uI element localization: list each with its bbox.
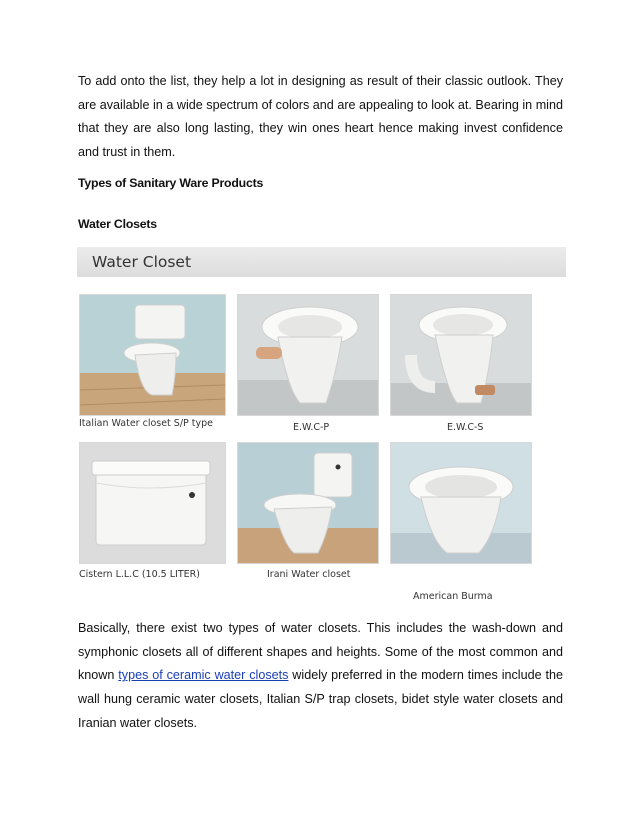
italian-closet-photo (79, 294, 226, 416)
caption-irani: Irani Water closet (267, 569, 351, 580)
caption-american: American Burma (413, 591, 493, 602)
ceramic-water-closets-link[interactable]: types of ceramic water closets (118, 668, 289, 683)
irani-closet-photo (237, 442, 379, 564)
caption-ewc-s: E.W.C-S (447, 422, 484, 433)
water-closet-figure (77, 247, 566, 604)
ewc-p-photo (237, 294, 379, 416)
cistern-photo (79, 442, 226, 564)
ewc-s-photo (390, 294, 532, 416)
figure-banner (77, 247, 566, 277)
figure-banner-title: Water Closet (92, 253, 192, 271)
intro-paragraph: To add onto the list, they help a lot in designing as result of their classic outlook. They are available in a wide spectrum of colors and are appealing to look at. Bearing in mind that they are also long lasting, they win ones heart hence making invest confidence and trust in them. (78, 74, 563, 160)
subsection-heading-water-closets: Water Closets (78, 217, 157, 231)
section-heading-types: Types of Sanitary Ware Products (78, 176, 264, 190)
closet-types-paragraph (78, 617, 563, 736)
caption-ewc-p: E.W.C-P (293, 422, 330, 433)
caption-italian: Italian Water closet S/P type (79, 418, 214, 429)
american-burma-photo (390, 442, 532, 564)
paragraph2-text-before-link: Basically, there exist two types of water closets. This includes the wash-down and symphonic closets all of different shapes and heights. Some of the most common and known (78, 621, 563, 683)
paragraph2-text-after-link: widely preferred in the modern times include the wall hung ceramic water closets, Italian S/P trap closets, bidet style water closets and Iranian water closets. (78, 668, 563, 730)
caption-cistern: Cistern L.L.C (10.5 LITER) (79, 569, 200, 580)
